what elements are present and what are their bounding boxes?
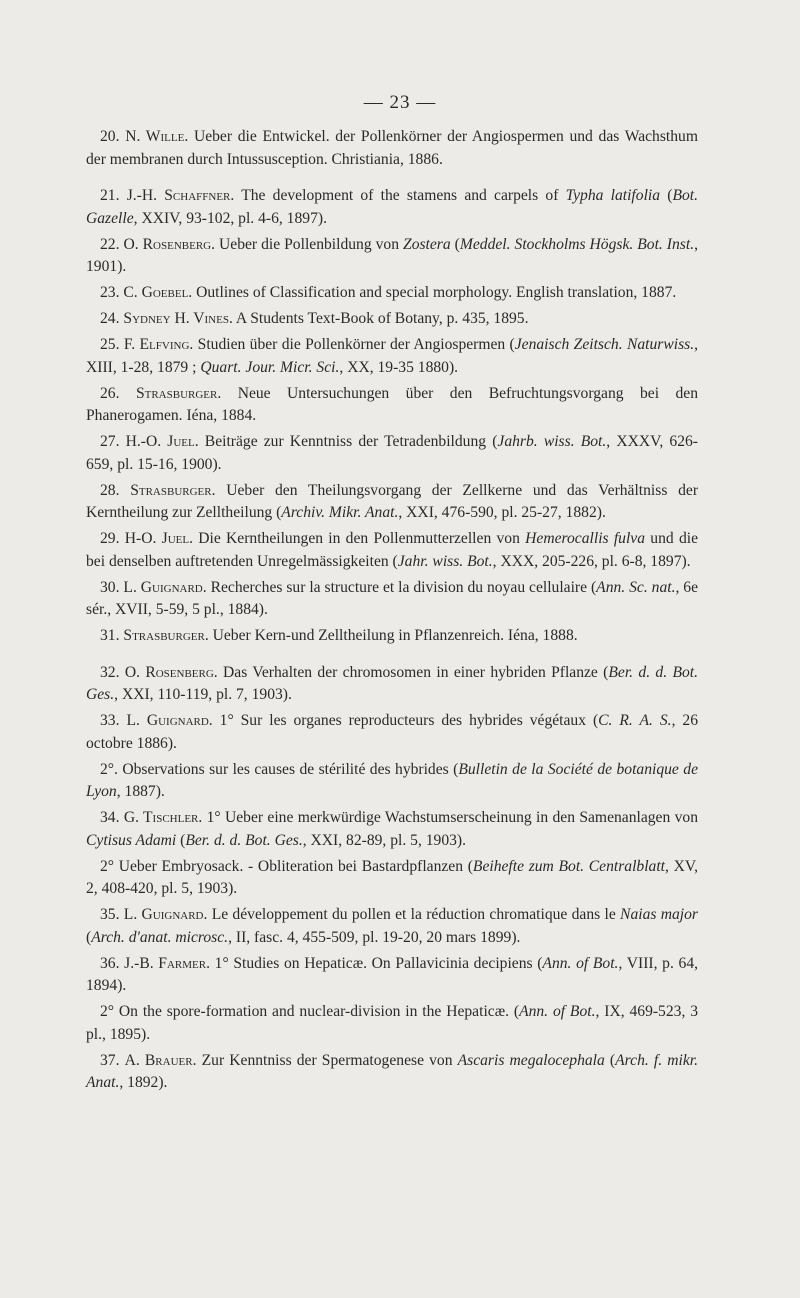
ref-text: , 6e sér., XVII, 5-59, 5 pl., 1884). — [86, 578, 699, 618]
ref-number: 24. — [100, 310, 120, 327]
ref-journal: Jahr. wiss. Bot. — [397, 552, 493, 570]
reference-entry-29 — [86, 528, 698, 573]
ref-journal: Bot. Gazelle — [86, 187, 698, 227]
reference-entry-35 — [86, 904, 698, 949]
ref-text: 1° Studies on Hepaticæ. On Pallavicinia decipiens ( — [214, 954, 543, 972]
ref-text: Zur Kenntniss der Spermatogenese von — [201, 1051, 458, 1069]
ref-author: O. Rosenberg. — [123, 235, 216, 253]
reference-entry-28 — [86, 480, 698, 525]
ref-title-italic: Hemerocallis fulva — [525, 530, 646, 547]
ref-text: 2° Ueber Embryosack. - Obliteration bei Bastardpflanzen ( — [100, 857, 473, 875]
ref-number: 37. — [100, 1051, 120, 1069]
ref-text: ( — [660, 187, 673, 204]
ref-text: , XIII, 1-28, 1879 ; — [86, 336, 699, 376]
ref-text: 2° On the spore-formation and nuclear-division in the Hepaticæ. ( — [100, 1003, 520, 1020]
ref-title-italic: Ascaris megalocephala — [457, 1051, 605, 1069]
reference-entry-27 — [86, 431, 698, 476]
ref-text: , 1901). — [86, 235, 699, 275]
ref-author: O. Rosenberg. — [124, 663, 218, 681]
ref-text: Beiträge zur Kenntniss der Tetradenbildung ( — [204, 433, 498, 450]
ref-text: ( — [176, 831, 186, 849]
ref-text: , 1892). — [119, 1074, 168, 1091]
ref-text: Ueber Kern-und Zelltheilung in Pflanzenreich. Iéna, 1888. — [212, 627, 578, 644]
ref-author: H-O. Juel. — [124, 530, 193, 547]
ref-journal: Jahrb. wiss. Bot. — [497, 433, 607, 450]
ref-text: , XV, 2, 408-420, pl. 5, 1903). — [86, 857, 698, 897]
ref-author: L. Guignard. — [123, 578, 207, 596]
reference-entry-34 — [86, 807, 698, 852]
ref-author: F. Elfving. — [123, 336, 194, 353]
reference-entry-23 — [86, 282, 698, 305]
reference-entry-21 — [86, 185, 698, 230]
ref-text: Ueber die Entwickel. der Pollenkörner der Angiospermen und das Wachsthum der membranen durch Intussusception. Christiania, 1886. — [86, 128, 698, 168]
ref-text: A Students Text-Book of Botany, p. 435, 1895. — [235, 310, 529, 327]
ref-author: Strasburger. — [135, 384, 222, 402]
ref-text: ( — [450, 235, 460, 253]
ref-text: Le développement du pollen et la réduction chromatique dans le — [211, 906, 621, 923]
ref-text: , XXI, 82-89, pl. 5, 1903). — [302, 831, 467, 849]
ref-number: 33. — [100, 712, 120, 729]
ref-text: Recherches sur la structure et la division du noyau cellulaire ( — [210, 578, 597, 596]
ref-journal: Arch. d'anat. microsc. — [91, 928, 229, 946]
reference-entry-36-2 — [86, 1001, 698, 1046]
ref-author: Strasburger. — [123, 627, 209, 644]
ref-text: , XXI, 476-590, pl. 25-27, 1882). — [398, 504, 606, 521]
ref-number: 29. — [100, 530, 120, 547]
ref-text: , XXIV, 93-102, pl. 4-6, 1897). — [133, 209, 327, 227]
reference-entry-30 — [86, 577, 698, 622]
ref-number: 34. — [100, 809, 120, 826]
ref-journal: Ber. d. d. Bot. Ges. — [86, 663, 699, 703]
ref-number: 23. — [100, 284, 120, 301]
ref-author: A. Brauer. — [124, 1051, 197, 1069]
ref-author: N. Wille. — [125, 128, 189, 145]
ref-text: 1° Ueber eine merkwürdige Wachstumserscheinung in den Samenanlagen von — [206, 809, 698, 826]
ref-number: 32. — [100, 663, 120, 681]
ref-text: und die bei denselben auftretenden Unregelmässigkeiten ( — [86, 530, 698, 570]
ref-text: , II, fasc. 4, 455-509, pl. 19-20, 20 mars 1899). — [228, 928, 521, 946]
reference-entry-26 — [86, 383, 698, 428]
ref-author: J.-B. Farmer. — [124, 954, 210, 972]
ref-author: Strasburger. — [130, 481, 216, 499]
ref-number: 25. — [100, 336, 120, 353]
reference-entry-24 — [86, 308, 698, 331]
ref-text: 2°. Observations sur les causes de stérilité des hybrides ( — [100, 760, 459, 778]
reference-entry-31 — [86, 625, 698, 648]
ref-text: Ueber die Pollenbildung von — [219, 235, 404, 253]
ref-journal: C. R. A. S. — [598, 712, 672, 729]
ref-title-italic: Zostera — [403, 235, 451, 253]
reference-entry-22 — [86, 234, 698, 279]
ref-text: ( — [86, 928, 92, 946]
reference-entry-33 — [86, 710, 698, 755]
ref-number: 30. — [100, 578, 120, 596]
ref-text: , XX, 19-35 1880). — [339, 358, 459, 376]
reference-entry-33-2 — [86, 759, 698, 804]
ref-journal: Ann. Sc. nat. — [596, 578, 676, 596]
ref-text: , XXI, 110-119, pl. 7, 1903). — [114, 686, 292, 703]
ref-number: 21. — [100, 187, 120, 204]
ref-number: 36. — [100, 954, 120, 972]
ref-text: Die Kerntheilungen in den Pollenmutterzellen von — [198, 530, 526, 547]
ref-journal: Quart. Jour. Micr. Sci. — [200, 358, 340, 376]
ref-text: , XXXV, 626-659, pl. 15-16, 1900). — [86, 433, 698, 473]
ref-text: Outlines of Classification and special morphology. English translation, 1887. — [196, 284, 677, 301]
ref-number: 27. — [100, 433, 120, 450]
ref-number: 26. — [100, 384, 120, 402]
ref-text: , XXX, 205-226, pl. 6-8, 1897). — [492, 552, 691, 570]
ref-text: ( — [604, 1051, 616, 1069]
ref-text: , 26 octobre 1886). — [86, 712, 698, 752]
ref-text: , IX, 469-523, 3 pl., 1895). — [86, 1003, 699, 1043]
ref-number: 20. — [100, 128, 120, 145]
ref-journal: Beihefte zum Bot. Centralblatt — [472, 857, 665, 875]
page-number: — 23 — — [363, 92, 437, 113]
reference-entry-37 — [86, 1050, 698, 1095]
ref-text: Das Verhalten der chromosomen in einer hybriden Pflanze ( — [223, 663, 609, 681]
reference-list — [86, 126, 698, 1098]
ref-number: 28. — [100, 481, 120, 499]
ref-author: Sydney H. Vines. — [123, 310, 233, 327]
reference-entry-36 — [86, 953, 698, 998]
ref-author: L. Guignard. — [123, 906, 208, 923]
ref-text: 1° Sur les organes reproducteurs des hybrides végétaux ( — [219, 712, 599, 729]
ref-text: Studien über die Pollenkörner der Angiospermen ( — [197, 336, 515, 353]
ref-author: H.-O. Juel. — [125, 433, 199, 450]
reference-entry-34-2 — [86, 856, 698, 901]
ref-journal: Ann. of Bot. — [519, 1003, 596, 1020]
ref-author: C. Goebel. — [123, 284, 193, 301]
ref-number: 22. — [100, 235, 120, 253]
ref-title-italic: Naias major — [620, 906, 698, 923]
ref-journal: Arch. f. mikr. Anat. — [86, 1051, 699, 1091]
ref-text: , 1887). — [116, 783, 165, 800]
reference-entry-32 — [86, 662, 698, 707]
reference-entry-20 — [86, 126, 698, 171]
ref-title-italic: Typha latifolia — [565, 187, 661, 204]
reference-entry-25 — [86, 334, 698, 379]
ref-text: Neue Untersuchungen über den Befruchtungsvorgang bei den Phanerogamen. Iéna, 1884. — [86, 384, 698, 424]
ref-number: 31. — [100, 627, 120, 644]
ref-text: , VIII, p. 64, 1894). — [86, 954, 699, 994]
ref-number: 35. — [100, 906, 120, 923]
ref-author: L. Guignard. — [126, 712, 213, 729]
ref-journal: Jenaisch Zeitsch. Naturwiss. — [514, 336, 695, 353]
ref-journal: Bulletin de la Société de botanique de Lyon — [86, 760, 698, 800]
ref-author: J.-H. Schaffner. — [126, 187, 235, 204]
ref-journal: Ber. d. d. Bot. Ges. — [185, 831, 303, 849]
ref-text: The development of the stamens and carpels of — [241, 187, 566, 204]
ref-title-italic: Cytisus Adami — [86, 831, 177, 849]
ref-journal: Ann. of Bot. — [542, 954, 619, 972]
ref-text: Ueber den Theilungsvorgang der Zellkerne und das Verhältniss der Kerntheilung zur Zelltheilung ( — [86, 481, 699, 521]
ref-author: G. Tischler. — [123, 809, 203, 826]
ref-journal: Archiv. Mikr. Anat. — [281, 504, 399, 521]
ref-journal: Meddel. Stockholms Högsk. Bot. Inst. — [459, 235, 695, 253]
